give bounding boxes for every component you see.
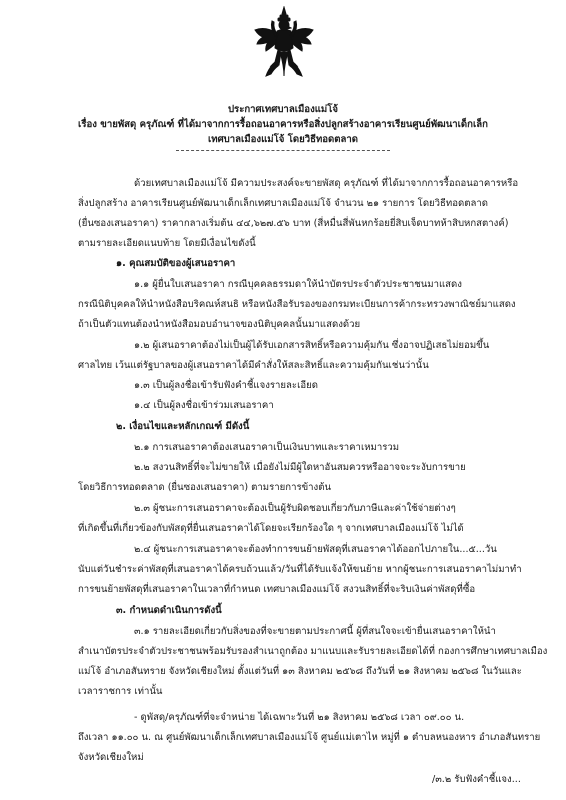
section-heading-1: ๑. คุณสมบัติของผู้เสนอราคา xyxy=(116,258,236,269)
body-line: ๒.๑ การเสนอราคาต้องเสนอราคาเป็นเงินบาทและราคาเหมารวม xyxy=(134,442,400,453)
announcement-org-title: ประกาศเทศบาลเมืองแม่โจ้ xyxy=(227,104,339,115)
body-line: - ดูพัสดุ/ครุภัณฑ์ที่จะจำหน่าย ได้เฉพาะวันที่ ๒๑ สิงหาคม ๒๕๖๘ เวลา ๐๙.๐๐ น. xyxy=(134,712,465,723)
body-line: ๒.๒ สงวนสิทธิ์ที่จะไม่ขายให้ เมื่อยังไม่มีผู้ใดหาอันสมควรหรืออาจจะระงับการขาย xyxy=(134,462,466,473)
body-line: ศาลไทย เว้นแต่รัฐบาลของผู้เสนอราคาได้มีคำสั่งให้สละสิทธิ์และความคุ้มกันเช่นว่านั้น xyxy=(78,360,429,371)
title-divider xyxy=(176,150,390,151)
body-line: ๑.๑ ผู้ยื่นใบเสนอราคา กรณีบุคคลธรรมดาให้นำบัตรประจำตัวประชาชนมาแสดง xyxy=(134,279,462,290)
section-heading-2: ๒. เงื่อนไขและหลักเกณฑ์ มีดังนี้ xyxy=(116,421,250,432)
body-line: ๑.๔ เป็นผู้ลงชื่อเข้าร่วมเสนอราคา xyxy=(134,400,274,411)
body-line: ตามรายละเอียดแนบท้าย โดยมีเงื่อนไขดังนี้ xyxy=(78,238,256,249)
body-line: โดยวิธีการทอดตลาด (ยื่นซองเสนอราคา) ตามรายการข้างต้น xyxy=(78,482,332,493)
body-line: นับแต่วันชำระค่าพัสดุที่เสนอราคาได้ครบถ้วนแล้ว/วันที่ได้รับแจ้งให้ขนย้าย หากผู้ชนะการเสนอราคาไม่มาทำ xyxy=(78,564,522,575)
body-line: แม่โจ้ อำเภอสันทราย จังหวัดเชียงใหม่ ตั้งแต่วันที่ ๑๓ สิงหาคม ๒๕๖๘ ถึงวันที่ ๒๑ สิงหาคม ๒๕๖๘ ในวันและ xyxy=(78,666,522,677)
garuda-emblem-icon xyxy=(253,6,315,78)
body-line: กรณีนิติบุคคลให้นำหนังสือบริคณห์สนธิ หรือหนังสือรับรองของกรมทะเบียนการค้ากระทรวงพาณิชย์มาแสดง xyxy=(78,299,516,310)
section-heading-3: ๓. กำหนดดำเนินการดังนี้ xyxy=(116,605,222,616)
body-line: เวลาราชการ เท่านั้น xyxy=(78,686,163,697)
body-line: ถึงเวลา ๑๑.๐๐ น. ณ ศูนย์พัฒนาเด็กเล็กเทศบาลเมืองแม่โจ้ ศูนย์แม่เตาไห หมู่ที่ ๑ ตำบลหนองหาร อำเภอสันทราย xyxy=(78,732,541,743)
body-line: (ยื่นซองเสนอราคา) ราคากลางเริ่มต้น ๔๔,๖๒๗.๕๖ บาท (สี่หมื่นสี่พันหกร้อยยี่สิบเจ็ดบาทห้าสิบหกสตางค์) xyxy=(78,218,509,229)
subject-line-1: เรื่อง ขายพัสดุ ครุภัณฑ์ ที่ได้มาจากการรื้อถอนอาคารหรือสิ่งปลูกสร้างอาคารเรียนศูนย์พัฒนาเด็กเล็ก xyxy=(78,119,488,130)
body-line: ๑.๓ เป็นผู้ลงชื่อเข้ารับฟังคำชี้แจงรายละเอียด xyxy=(134,380,318,391)
continuation-note: /๓.๒ รับฟังคำชี้แจง... xyxy=(432,774,521,785)
body-line: สำเนาบัตรประจำตัวประชาชนพร้อมรับรองสำเนาถูกต้อง มาแนบและรับรายละเอียดได้ที่ กองการศึกษาเทศบาลเมือง xyxy=(78,646,548,657)
body-line: ๓.๑ รายละเอียดเกี่ยวกับสิ่งของที่จะขายตามประกาศนี้ ผู้ที่สนใจจะเข้ายื่นเสนอราคาให้นำ xyxy=(134,626,496,637)
body-line: จังหวัดเชียงใหม่ xyxy=(78,752,144,763)
body-line: ๒.๔ ผู้ชนะการเสนอราคาจะต้องทำการขนย้ายพัสดุที่เสนอราคาได้ออกไปภายใน...๕...วัน xyxy=(134,544,497,555)
subject-line-2: เทศบาลเมืองแม่โจ้ โดยวิธีทอดตลาด xyxy=(207,134,358,145)
body-line: ๑.๒ ผู้เสนอราคาต้องไม่เป็นผู้ได้รับเอกสารสิทธิ์หรือความคุ้มกัน ซึ่งอาจปฏิเสธไม่ยอมขึ้น xyxy=(134,340,490,351)
body-line: ๒.๓ ผู้ชนะการเสนอราคาจะต้องเป็นผู้รับผิดชอบเกี่ยวกับภาษีและค่าใช้จ่ายต่างๆ xyxy=(134,503,456,514)
body-line: การขนย้ายพัสดุที่เสนอราคาในเวลาที่กำหนด เทศบาลเมืองแม่โจ้ สงวนสิทธิ์ที่จะริบเงินค่าพัสดุที่ซื้อ xyxy=(78,584,476,595)
body-line: ด้วยเทศบาลเมืองแม่โจ้ มีความประสงค์จะขายพัสดุ ครุภัณฑ์ ที่ได้มาจากการรื้อถอนอาคารหรือ xyxy=(134,178,519,189)
body-line: ที่เกิดขึ้นที่เกี่ยวข้องกับพัสดุที่ยื่นเสนอราคาได้โดยจะเรียกร้องใด ๆ จากเทศบาลเมืองแม่โจ้ ไม่ได้ xyxy=(78,523,464,534)
body-line: สิ่งปลูกสร้าง อาคารเรียนศูนย์พัฒนาเด็กเล็กเทศบาลเมืองแม่โจ้ จำนวน ๒๑ รายการ โดยวิธีทอดตลาด xyxy=(78,198,488,209)
body-line: ถ้าเป็นตัวแทนต้องนำหนังสือมอบอำนาจของนิติบุคคลนั้นมาแสดงด้วย xyxy=(78,319,361,330)
